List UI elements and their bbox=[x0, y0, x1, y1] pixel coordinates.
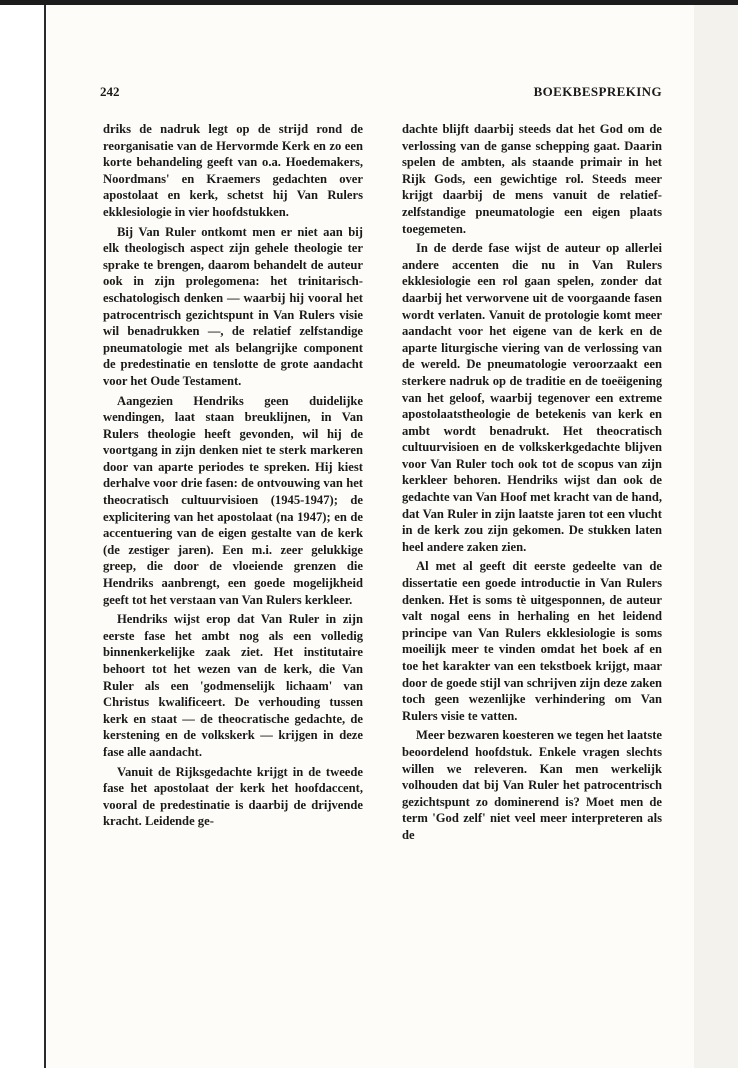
paragraph: Aangezien Hendriks geen duidelijke wendingen, laat staan breuklijnen, in Van Rulers theologie heeft gevonden, wil hij de voortgang in zijn denken niet te sterk markeren door van aparte periodes te spreken. Hij kiest derhalve voor drie fasen: de ontvouwing van het theocratisch cultuurvisioen (1945-1947); de explicitering van het apostolaat (na 1947); en de accentuering van de eigen gestalte van de kerk (de zestiger jaren). Een m.i. zeer gelukkige greep, die door de vloeiende grenzen die Hendriks aanbrengt, een goede mogelijkheid geeft tot het verstaan van Van Rulers kerkleer. bbox=[103, 393, 363, 607]
paragraph: Bij Van Ruler ontkomt men er niet aan bij elk theologisch aspect zijn gehele theologie ter sprake te brengen, daarom behandelt de auteur ook in zijn prolegomena: het trinitarisch-eschatologisch denken — waarbij hij vooral het patrocentrisch gezichtspunt in Van Rulers visie wil benadrukken —, de relatief zelfstandige pneumatologie met als belangrijke component de predestinatie en tenslotte de grote aandacht voor het Oude Testament. bbox=[103, 224, 363, 388]
paragraph: dachte blijft daarbij steeds dat het God om de verlossing van de ganse schepping gaat. Daarin spelen de ambten, als staande primair in het Rijk Gods, een gewichtige rol. Steeds meer krijgt daarbij de mens vanuit de relatief-zelfstandige pneumatologie een eigen plaats toegemeten. bbox=[402, 122, 662, 236]
scan-margin-right bbox=[694, 5, 738, 1068]
paragraph: Meer bezwaren koesteren we tegen het laatste beoordelend hoofdstuk. Enkele vragen slechts willen we releveren. Kan men werkelijk volhouden dat bij Van Ruler het patrocentrisch gezichtspunt zo dominerend is? Moet men de term 'God zelf' niet veel meer interpreteren als de bbox=[402, 728, 662, 842]
scan-border-left bbox=[44, 5, 46, 1068]
paragraph: Vanuit de Rijksgedachte krijgt in de tweede fase het apostolaat der kerk het hoofdaccent, vooral de predestinatie is daarbij de drijvende kracht. Leidende ge- bbox=[103, 764, 363, 829]
running-title: BOEKBESPREKING bbox=[533, 84, 662, 99]
page-number: 242 bbox=[100, 84, 120, 99]
text-column-left bbox=[103, 121, 363, 830]
text-column-right bbox=[402, 121, 662, 844]
paragraph: Al met al geeft dit eerste gedeelte van de dissertatie een goede introductie in Van Rulers denken. Het is soms tè uitgesponnen, de auteur valt nogal eens in herhaling en het leidend principe van Van Rulers ekklesiologie is soms moeilijk meer te vinden omdat het boek af en toe het karakter van een tekstboek krijgt, maar door de goede stijl van schrijven zijn deze zaken toch geen wezenlijke verhindering om Van Rulers visie te vatten. bbox=[402, 559, 662, 723]
page-header bbox=[100, 84, 662, 104]
paragraph: Hendriks wijst erop dat Van Ruler in zijn eerste fase het ambt nog als een volledig binnenkerkelijke zaak ziet. Het institutaire behoort tot het wezen van de kerk, die Van Ruler als een 'godmenselijk lichaam' van Christus kwalificeert. De verhouding tussen kerk en staat — de theocratische gedachte, de kerstening en de volkskerk — krijgen in deze fase alle aandacht. bbox=[103, 612, 363, 759]
paragraph: In de derde fase wijst de auteur op allerlei andere accenten die nu in Van Rulers ekklesiologie een rol gaan spelen, zonder dat daarbij het verworvene uit de voorgaande fasen wordt verlaten. Vanuit de protologie komt meer aandacht voor het eigene van de kerk en de aparte liturgische viering van de verlossing van de wereld. De pneumatologie veroorzaakt een sterkere nadruk op de traditie en de toeëigening van het geloof, waarbij tegenover een extreme apostolaatstheologie de betekenis van kerk en ambt wordt benadrukt. Het theocratisch cultuurvisioen en de volkskerkgedachte blijven voor Van Ruler toch ook tot de scopus van zijn kerkleer behoren. Hendriks wijst dan ook de gedachte van Van Hoof met kracht van de hand, dat Van Ruler in zijn laatste jaren tot een vlucht in de kerk zou zijn gekomen. De stukken laten heel andere zaken zien. bbox=[402, 241, 662, 554]
paragraph: driks de nadruk legt op de strijd rond de reorganisatie van de Hervormde Kerk en zo een korte behandeling geeft van o.a. Hoedemakers, Noordmans' en Kraemers gedachten over apostolaat en kerk, schetst hij Van Rulers ekklesiologie in vier hoofdstukken. bbox=[103, 122, 363, 219]
